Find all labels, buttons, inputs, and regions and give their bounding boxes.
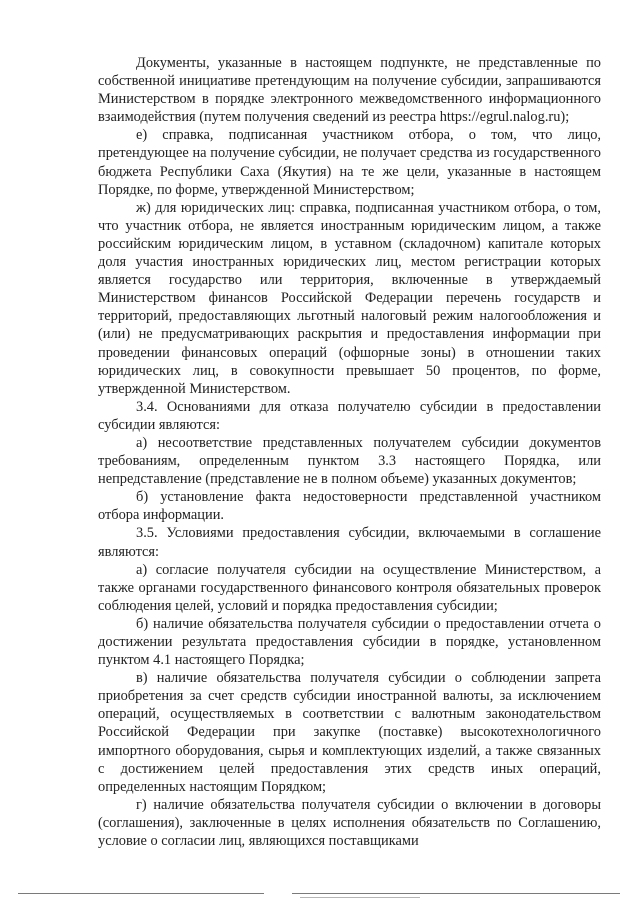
footer-rule-right — [292, 893, 620, 894]
paragraph-section-3-5: 3.5. Условиями предоставления субсидии, включаемыми в соглашение являются: — [98, 525, 601, 560]
paragraph-3-5-item-a: а) согласие получателя субсидии на осуществление Министерством, а также органами государственного финансового контроля обязательных проверок соблюдения целей, условий и порядка предоставления субсидии; — [98, 561, 601, 614]
paragraph-3-5-item-b: б) наличие обязательства получателя субсидии о предоставлении отчета о достижении результата предоставления субсидии в порядке, установленном пунктом 4.1 настоящего Порядка; — [98, 615, 601, 669]
paragraph-3-4-item-b: б) установление факта недостоверности представленной участником отбора информации. — [98, 489, 601, 524]
paragraph-item-e: е) справка, подписанная участником отбора, о том, что лицо, претендующее на получение субсидии, не получает средства из государственного бюджета Республики Саха (Якутия) на те же цели, указанные в настоящем Порядке, по форме, утвержденной Министерством; — [98, 127, 601, 198]
paragraph-3-5-item-g: г) наличие обязательства получателя субсидии о включении в договоры (соглашения), заключенные в целях исполнения обязательств по Соглашению, условие о согласии лиц, являющихся поставщиками — [98, 796, 601, 850]
paragraph-3-4-item-a: а) несоответствие представленных получателем субсидии документов требованиям, определенным пунктом 3.3 настоящего Порядка, или непредставление (представление не в полном объеме) указанных документов; — [98, 434, 601, 488]
paragraph-item-zh: ж) для юридических лиц: справка, подписанная участником отбора, о том, что участник отбора, не является иностранным юридическим лицом, а также российским юридическим лицом, в уставном (складочном) капитале которых доля участия иностранных юридических лиц, местом регистрации которых является государство или территория, включенные в утверждаемый Министерством финансов Российской Федерации перечень государств и территорий, предоставляющих льготный налоговый режим налогообложения и (или) не предусматривающих раскрытия и предоставления информации при проведении финансовых операций (офшорные зоны) в отношении таких юридических лиц, в совокупности превышает 50 процентов, по форме, утвержденной Министерством. — [98, 199, 601, 397]
footer-scan-mark — [300, 897, 420, 898]
paragraph-section-3-4: 3.4. Основаниями для отказа получателю субсидии в предоставлении субсидии являются: — [98, 398, 601, 433]
document-page — [98, 54, 601, 850]
paragraph-3-5-item-v: в) наличие обязательства получателя субсидии о соблюдении запрета приобретения за счет средств субсидии иностранной валюты, за исключением операций, осуществляемых в соответствии с валютным законодательством Российской Федерации при закупке (поставке) высокотехнологичного импортного оборудования, сырья и комплектующих изделий, а также связанных с достижением целей предоставления этих средств иных операций, определенных настоящим Порядком; — [98, 670, 601, 795]
paragraph-documents-request: Документы, указанные в настоящем подпункте, не представленные по собственной инициативе претендующим на получение субсидии, запрашиваются Министерством в порядке электронного межведомственного информационного взаимодействия (путем получения сведений из реестра https://egrul.nalog.ru); — [98, 55, 601, 126]
footer-rule-left — [18, 893, 264, 894]
